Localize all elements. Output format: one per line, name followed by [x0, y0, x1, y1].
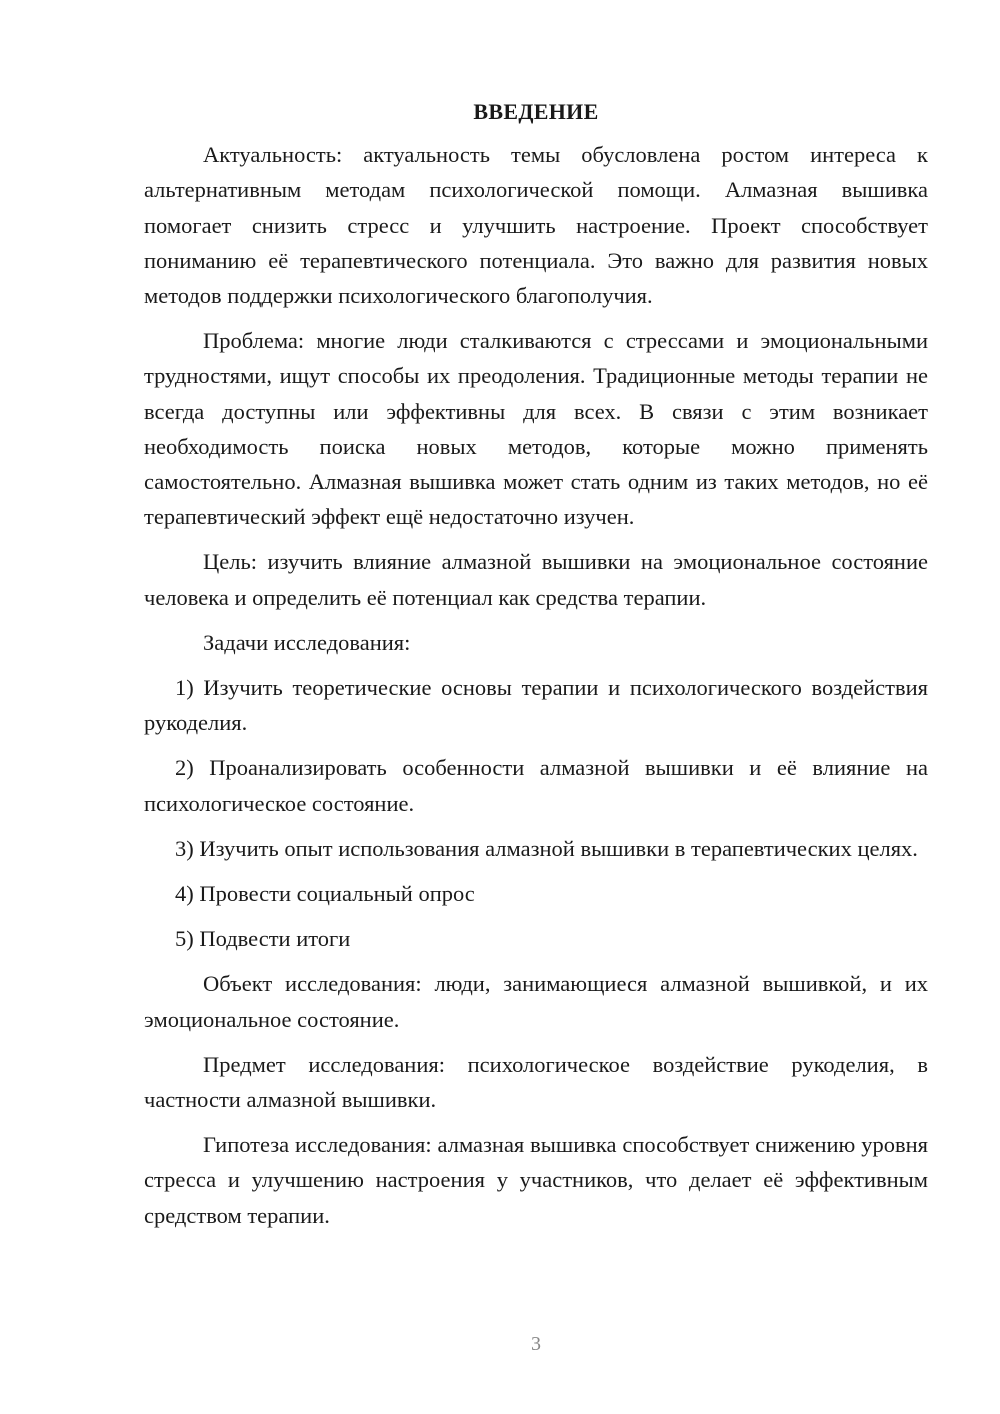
task-item-4: 4) Провести социальный опрос — [175, 881, 475, 907]
problem-paragraph: Проблема: многие люди сталкиваются с стрессами и эмоциональными трудностями, ищут способы их преодоления. Традиционные методы терапии не всегда доступны или эффективны для всех. В связи с этим возникает необходимость поиска новых методов, которые можно применять самостоятельно. Алмазная вышивка может стать одним из таких методов, но её терапевтический эффект ещё недостаточно изучен. — [144, 328, 928, 530]
task-item-5: 5) Подвести итоги — [175, 926, 351, 952]
tasks-heading: Задачи исследования: — [203, 629, 411, 655]
object-paragraph: Объект исследования: люди, занимающиеся алмазной вышивкой, и их эмоциональное состояние. — [144, 971, 928, 1032]
hypothesis-paragraph: Гипотеза исследования: алмазная вышивка способствует снижению уровня стресса и улучшению настроения у участников, что делает её эффективным средством терапии. — [144, 1132, 928, 1228]
section-heading: ВВЕДЕНИЕ — [473, 99, 599, 124]
task-item-1: 1) Изучить теоретические основы терапии и психологического воздействия рукоделия. — [144, 675, 928, 736]
page-number: 3 — [531, 1333, 541, 1355]
page-content — [144, 94, 928, 1243]
task-item-3: 3) Изучить опыт использования алмазной вышивки в терапевтических целях. — [175, 835, 918, 861]
goal-paragraph: Цель: изучить влияние алмазной вышивки на эмоциональное состояние человека и определить её потенциал как средства терапии. — [144, 549, 928, 610]
subject-paragraph: Предмет исследования: психологическое воздействие рукоделия, в частности алмазной вышивки. — [144, 1051, 928, 1113]
relevance-paragraph: Актуальность: актуальность темы обусловлена ростом интереса к альтернативным методам психологической помощи. Алмазная вышивка помогает снизить стресс и улучшить настроение. Проект способствует пониманию её терапевтического потенциала. Это важно для развития новых методов поддержки психологического благополучия. — [144, 142, 928, 309]
task-item-2: 2) Проанализировать особенности алмазной вышивки и её влияние на психологическое состояние. — [144, 755, 928, 816]
